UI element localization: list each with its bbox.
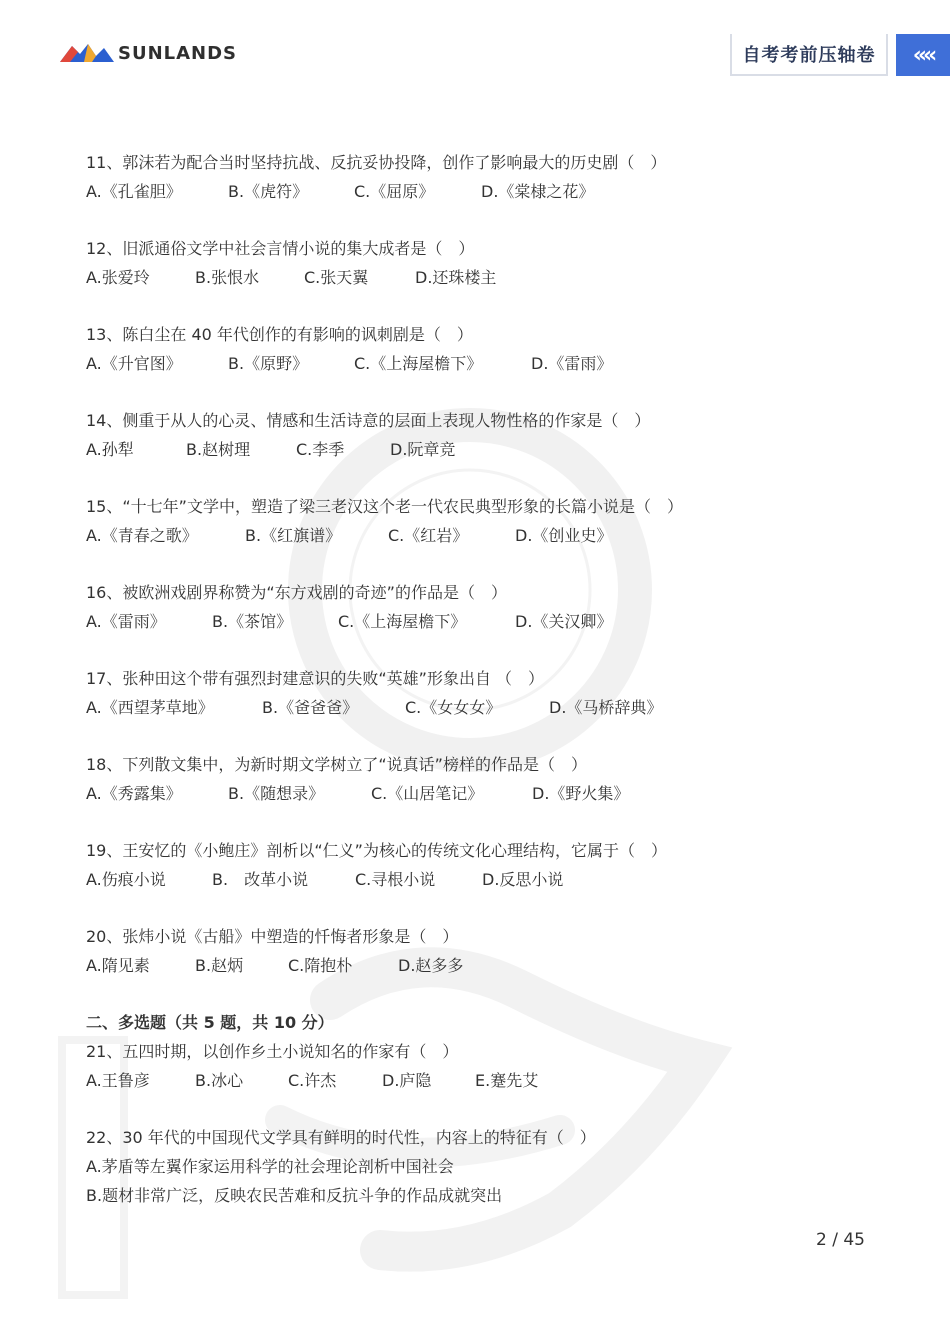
option-a: A.隋见素 (86, 956, 150, 975)
option-a: A.《西望茅草地》 (86, 698, 214, 717)
question-stem: 20、张炜小说《古船》中塑造的忏悔者形象是（ ） (86, 927, 459, 946)
question-stem: 21、五四时期，以创作乡土小说知名的作家有（ ） (86, 1042, 459, 1061)
question-options (86, 607, 906, 636)
option-a: A.茅盾等左翼作家运用科学的社会理论剖析中国社会 (86, 1157, 454, 1176)
option-b: B.赵炳 (195, 956, 244, 975)
option-b: B.《虎符》 (228, 182, 309, 201)
brand-name: SUNLANDS (118, 42, 238, 64)
option-b: B.冰心 (195, 1071, 244, 1090)
section-heading: 二、多选题（共 5 题，共 10 分） (86, 1013, 334, 1032)
question-options (86, 1066, 906, 1095)
question-13 (86, 320, 906, 378)
option-a: A.伤痕小说 (86, 870, 166, 889)
question-options (86, 779, 906, 808)
option-c: C.隋抱朴 (288, 956, 353, 975)
option-d: D.《关汉卿》 (515, 612, 613, 631)
question-stem: 17、张种田这个带有强烈封建意识的失败“英雄”形象出自 （ ） (86, 669, 545, 688)
question-options (86, 693, 906, 722)
option-d: D.阮章竞 (390, 440, 456, 459)
question-stem: 16、被欧洲戏剧界称赞为“东方戏剧的奇迹”的作品是（ ） (86, 583, 507, 602)
option-b: B.《爸爸爸》 (262, 698, 359, 717)
option-a: A.《青春之歌》 (86, 526, 198, 545)
question-19 (86, 836, 906, 894)
option-d: D.《野火集》 (532, 784, 630, 803)
option-a: A.《升官图》 (86, 354, 182, 373)
logo-icon (58, 40, 116, 66)
option-d: D.还珠楼主 (415, 268, 497, 287)
question-options (86, 951, 906, 980)
option-c: C.《女女女》 (405, 698, 502, 717)
question-16 (86, 578, 906, 636)
question-stem: 22、30 年代的中国现代文学具有鲜明的时代性，内容上的特征有（ ） (86, 1128, 596, 1147)
option-b: B. 改革小说 (212, 870, 309, 889)
option-a: A.《雷雨》 (86, 612, 166, 631)
option-c: C.《上海屋檐下》 (338, 612, 467, 631)
question-stem: 19、王安忆的《小鲍庄》剖析以“仁义”为核心的传统文化心理结构，它属于（ ） (86, 841, 667, 860)
question-12 (86, 234, 906, 292)
question-options (86, 865, 906, 894)
question-options (86, 177, 906, 206)
option-d: D.《创业史》 (515, 526, 613, 545)
option-d: D.赵多多 (398, 956, 464, 975)
question-options (86, 263, 906, 292)
question-17 (86, 664, 906, 722)
option-d: D.庐隐 (382, 1071, 432, 1090)
header-banner (730, 34, 888, 76)
question-18 (86, 750, 906, 808)
option-b: B.《原野》 (228, 354, 309, 373)
option-c: C.寻根小说 (355, 870, 436, 889)
option-c: C.李季 (296, 440, 345, 459)
option-c: C.许杰 (288, 1071, 337, 1090)
question-options (86, 349, 906, 378)
sunlands-logo (58, 38, 237, 68)
page-number: 2 / 45 (816, 1230, 865, 1250)
question-list (86, 148, 906, 1210)
option-a: A.张爱玲 (86, 268, 150, 287)
question-21 (86, 1037, 906, 1095)
question-stem: 14、侧重于从人的心灵、情感和生活诗意的层面上表现人物性格的作家是（ ） (86, 411, 651, 430)
option-a: A.王鲁彦 (86, 1071, 150, 1090)
option-c: C.《屈原》 (354, 182, 435, 201)
option-d: D.《马桥辞典》 (549, 698, 663, 717)
question-20 (86, 922, 906, 980)
option-b: B.《红旗谱》 (245, 526, 342, 545)
question-stem: 12、旧派通俗文学中社会言情小说的集大成者是（ ） (86, 239, 475, 258)
option-e: E.蹇先艾 (475, 1071, 539, 1090)
question-14 (86, 406, 906, 464)
option-a: A.《孔雀胆》 (86, 182, 182, 201)
question-22 (86, 1123, 906, 1210)
option-d: D.反思小说 (482, 870, 564, 889)
question-15 (86, 492, 906, 550)
option-d: D.《棠棣之花》 (481, 182, 595, 201)
question-options (86, 521, 906, 550)
option-a: A.孙犁 (86, 440, 134, 459)
question-stem: 11、郭沫若为配合当时坚持抗战、反抗妥协投降，创作了影响最大的历史剧（ ） (86, 153, 667, 172)
question-stem: 18、下列散文集中，为新时期文学树立了“说真话”榜样的作品是（ ） (86, 755, 587, 774)
banner-title: 自考考前压轴卷 (742, 45, 876, 66)
option-d: D.《雷雨》 (531, 354, 613, 373)
question-stem: 13、陈白尘在 40 年代创作的有影响的讽刺剧是（ ） (86, 325, 473, 344)
question-11 (86, 148, 906, 206)
option-a: A.《秀露集》 (86, 784, 182, 803)
option-c: C.《红岩》 (388, 526, 469, 545)
option-b: B.题材非常广泛，反映农民苦难和反抗斗争的作品成就突出 (86, 1186, 503, 1205)
option-c: C.《上海屋檐下》 (354, 354, 483, 373)
question-options (86, 435, 906, 464)
option-b: B.张恨水 (195, 268, 260, 287)
option-b: B.赵树理 (186, 440, 251, 459)
option-b: B.《随想录》 (228, 784, 325, 803)
option-c: C.张天翼 (304, 268, 369, 287)
question-stem: 15、“十七年”文学中，塑造了梁三老汉这个老一代农民典型形象的长篇小说是（ ） (86, 497, 683, 516)
option-b: B.《茶馆》 (212, 612, 293, 631)
option-c: C.《山居笔记》 (371, 784, 484, 803)
double-chevron-icon: « « (896, 34, 950, 76)
